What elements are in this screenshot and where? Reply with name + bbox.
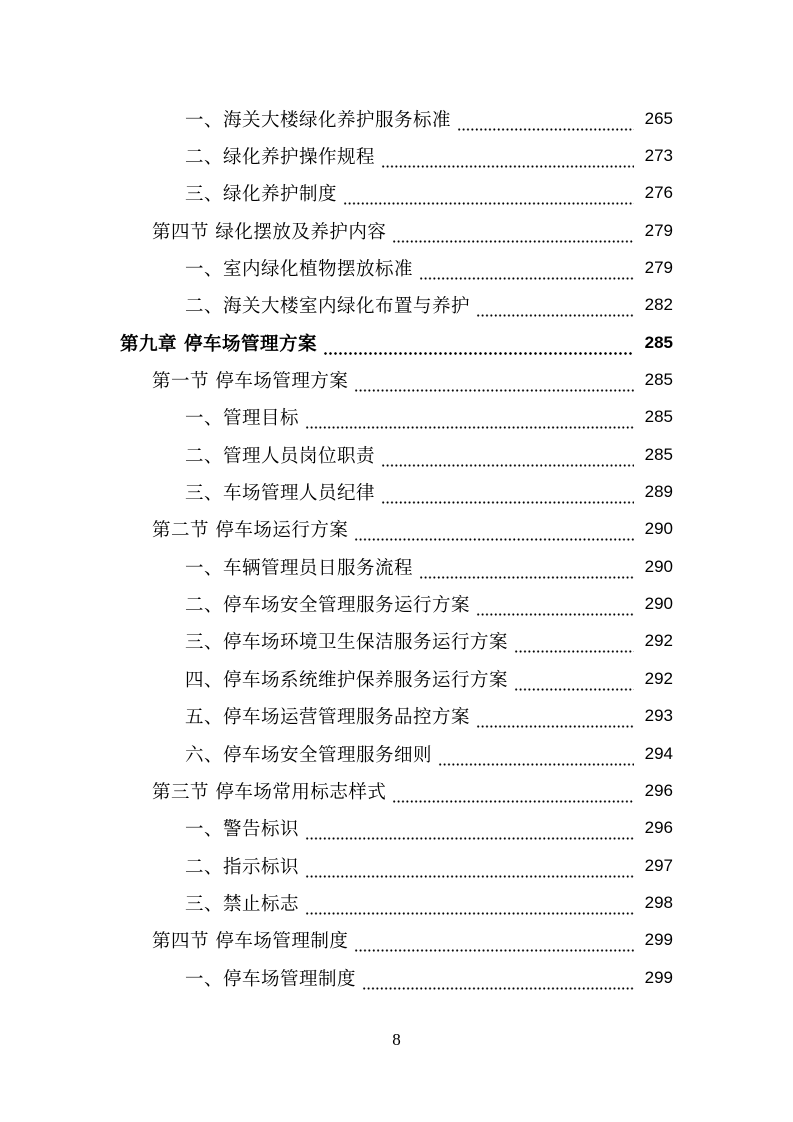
toc-entry-title: 二、停车场安全管理服务运行方案 <box>185 595 471 617</box>
toc-section-entry[interactable] <box>0 212 793 249</box>
dot-leader <box>419 561 634 579</box>
toc-entry[interactable] <box>0 847 793 884</box>
toc-entry-title: 三、绿化养护制度 <box>185 184 338 206</box>
dot-leader <box>392 785 634 803</box>
dot-leader <box>305 860 634 878</box>
toc-entry-title: 第三节 停车场常用标志样式 <box>152 781 387 803</box>
toc-entry-page: 299 <box>644 930 673 950</box>
toc-section-entry[interactable] <box>0 511 793 548</box>
dot-leader <box>476 710 634 728</box>
toc-entry[interactable] <box>0 436 793 473</box>
toc-entry-page: 279 <box>644 220 673 240</box>
dot-leader <box>476 299 634 317</box>
toc-entry-page: 292 <box>644 668 673 688</box>
toc-entry-title: 二、绿化养护操作规程 <box>185 147 376 169</box>
toc-entry[interactable] <box>0 660 793 697</box>
toc-entry-title: 二、管理人员岗位职责 <box>185 445 376 467</box>
toc-entry-title: 三、停车场环境卫生保洁服务运行方案 <box>185 632 509 654</box>
dot-leader <box>354 523 634 541</box>
toc-entry-title: 第一节 停车场管理方案 <box>152 371 349 393</box>
toc-entry-page: 290 <box>644 594 673 614</box>
dot-leader <box>305 897 634 915</box>
toc-entry-page: 276 <box>644 183 673 203</box>
toc-entry[interactable] <box>0 548 793 585</box>
dot-leader <box>343 187 634 205</box>
dot-leader <box>419 262 634 280</box>
toc-entry[interactable] <box>0 585 793 622</box>
toc-entry[interactable] <box>0 959 793 996</box>
toc-entry-page: 297 <box>644 855 673 875</box>
toc-entry-title: 一、管理目标 <box>185 408 300 430</box>
toc-entry-title: 六、停车场安全管理服务细则 <box>185 744 433 766</box>
toc-entry-page: 296 <box>644 818 673 838</box>
page-number: 8 <box>392 1030 401 1049</box>
toc-entry[interactable] <box>0 698 793 735</box>
toc-entry-title: 二、指示标识 <box>185 856 300 878</box>
toc-entry-title: 一、海关大楼绿化养护服务标准 <box>185 109 452 131</box>
toc-entry-title: 二、海关大楼室内绿化布置与养护 <box>185 296 471 318</box>
dot-leader <box>381 449 634 467</box>
toc-entry-page: 282 <box>644 295 673 315</box>
toc-entry-title: 一、停车场管理制度 <box>185 968 357 990</box>
toc-entry-page: 285 <box>644 444 673 464</box>
toc-entry[interactable] <box>0 249 793 286</box>
toc-section-entry[interactable] <box>0 772 793 809</box>
toc-entry[interactable] <box>0 884 793 921</box>
toc-entry-title: 第四节 停车场管理制度 <box>152 931 349 953</box>
toc-entry-title: 五、停车场运营管理服务品控方案 <box>185 707 471 729</box>
toc-entry-page: 279 <box>644 258 673 278</box>
toc-entry-page: 265 <box>644 108 673 128</box>
dot-leader <box>514 673 634 691</box>
dot-leader <box>381 486 634 504</box>
toc-entry-title: 一、车辆管理员日服务流程 <box>185 557 414 579</box>
toc-entry[interactable] <box>0 810 793 847</box>
dot-leader <box>354 934 634 952</box>
toc-chapter-entry[interactable] <box>0 324 793 361</box>
dot-leader <box>305 822 634 840</box>
toc-entry[interactable] <box>0 735 793 772</box>
dot-leader <box>305 411 634 429</box>
toc-entry[interactable] <box>0 287 793 324</box>
toc-entry-title: 第四节 绿化摆放及养护内容 <box>152 221 387 243</box>
dot-leader <box>362 972 634 990</box>
dot-leader <box>476 598 634 616</box>
toc-entry[interactable] <box>0 137 793 174</box>
toc-entry-title: 第九章 停车场管理方案 <box>120 333 317 355</box>
toc-entry-page: 292 <box>644 631 673 651</box>
toc-section-entry[interactable] <box>0 922 793 959</box>
toc-entry-page: 273 <box>644 146 673 166</box>
toc-entry-page: 290 <box>644 519 673 539</box>
toc-entry[interactable] <box>0 175 793 212</box>
dot-leader <box>438 748 634 766</box>
toc-entry-page: 285 <box>644 407 673 427</box>
toc-entry-page: 299 <box>644 967 673 987</box>
toc-entry-title: 三、禁止标志 <box>185 893 300 915</box>
toc-entry-title: 一、室内绿化植物摆放标准 <box>185 259 414 281</box>
dot-leader <box>323 337 634 355</box>
toc-entry[interactable] <box>0 473 793 510</box>
toc-entry-page: 290 <box>644 556 673 576</box>
toc-entry-title: 第二节 停车场运行方案 <box>152 520 349 542</box>
toc-entry-page: 289 <box>644 482 673 502</box>
dot-leader <box>457 113 634 131</box>
toc-entry-page: 285 <box>644 370 673 390</box>
toc-entry-page: 294 <box>644 743 673 763</box>
dot-leader <box>354 374 634 392</box>
toc-entry-title: 一、警告标识 <box>185 819 300 841</box>
toc-entry-page: 296 <box>644 780 673 800</box>
toc-entry-page: 298 <box>644 892 673 912</box>
table-of-contents <box>0 100 793 996</box>
toc-entry-page: 293 <box>644 706 673 726</box>
dot-leader <box>392 225 634 243</box>
toc-entry-title: 三、车场管理人员纪律 <box>185 483 376 505</box>
dot-leader <box>381 150 634 168</box>
toc-entry-title: 四、停车场系统维护保养服务运行方案 <box>185 669 509 691</box>
toc-entry-page: 285 <box>644 332 673 352</box>
toc-section-entry[interactable] <box>0 361 793 398</box>
toc-entry[interactable] <box>0 100 793 137</box>
toc-entry[interactable] <box>0 623 793 660</box>
toc-entry[interactable] <box>0 399 793 436</box>
dot-leader <box>514 635 634 653</box>
